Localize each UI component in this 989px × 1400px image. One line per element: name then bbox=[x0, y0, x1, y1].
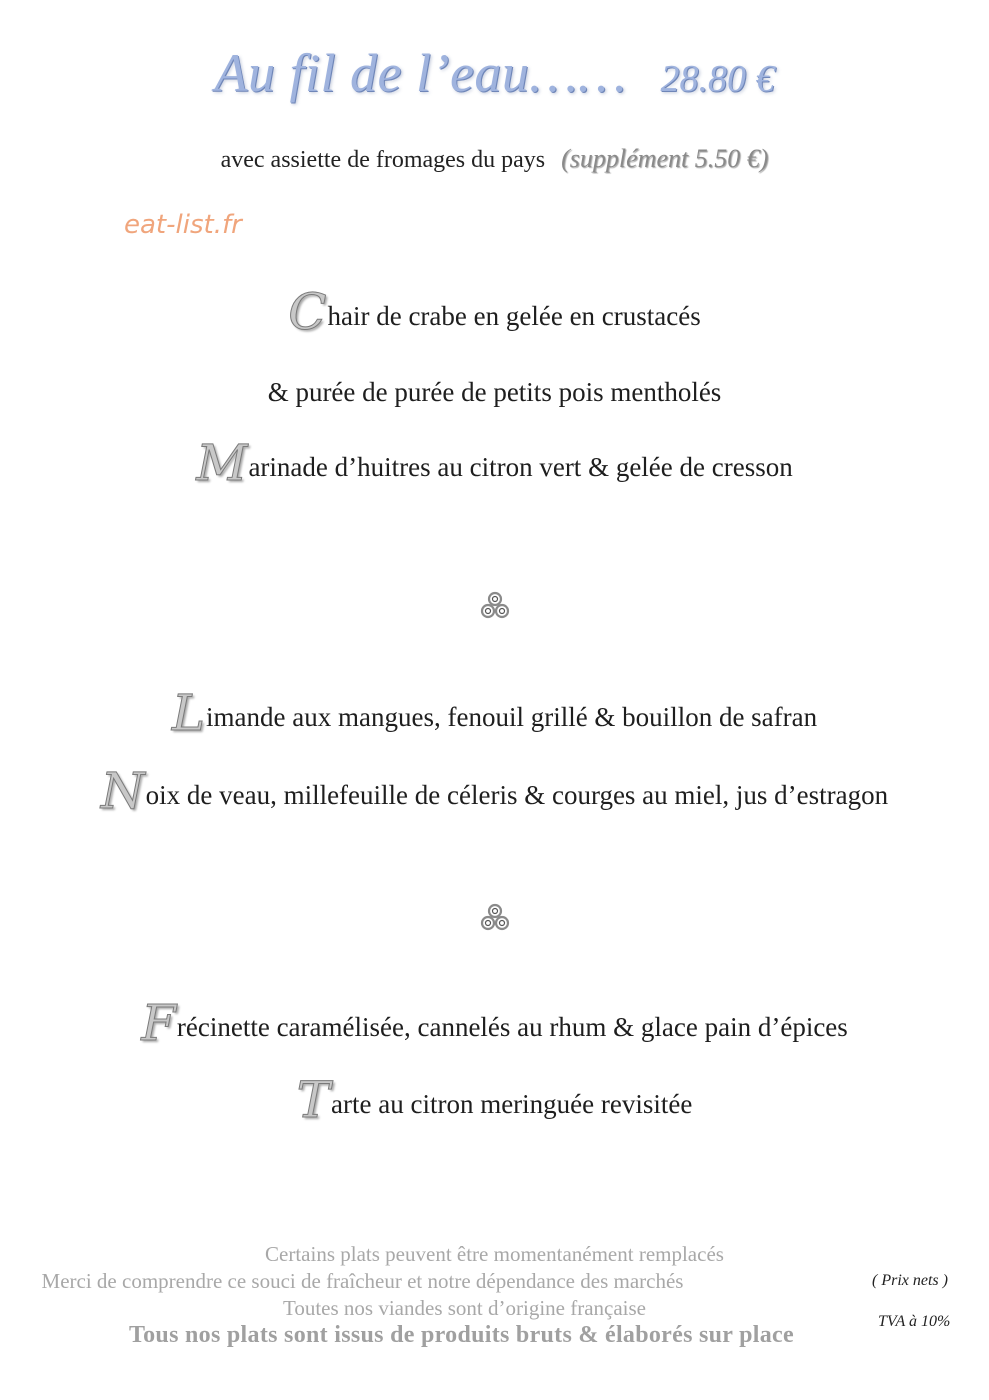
dish-dessert-2 bbox=[0, 1071, 989, 1129]
dish-text: & purée de purée de petits pois mentholés bbox=[267, 377, 722, 407]
dish-dessert-1 bbox=[0, 994, 989, 1052]
dish-starter-2 bbox=[0, 434, 989, 492]
dish-initial: F bbox=[141, 994, 176, 1052]
dish-text: récinette caramélisée, cannelés au rhum & glace pain d’épices bbox=[176, 1012, 848, 1042]
dish-main-2 bbox=[0, 762, 989, 820]
dish-initial: M bbox=[196, 434, 248, 492]
footer-line-1: Certains plats peuvent être momentanément remplacés bbox=[265, 1242, 724, 1266]
tva-note: TVA à 10% bbox=[878, 1313, 951, 1330]
footer-line-3: Toutes nos viandes sont d’origine française bbox=[282, 1296, 647, 1320]
supplement-note: (supplément 5.50 €) bbox=[561, 144, 769, 173]
menu-price: 28.80 € bbox=[660, 58, 775, 100]
dish-initial: L bbox=[171, 684, 206, 742]
watermark: eat-list.fr bbox=[124, 210, 242, 240]
dish-initial: C bbox=[288, 283, 327, 341]
triskelion-icon bbox=[477, 900, 513, 936]
dish-text: hair de crabe en gelée en crustacés bbox=[327, 301, 701, 331]
dish-starter-1-side bbox=[0, 377, 989, 408]
dish-initial: N bbox=[100, 762, 145, 820]
dish-starter-1 bbox=[0, 283, 989, 341]
divider-2 bbox=[0, 900, 989, 941]
footer-line-4: Tous nos plats sont issus de produits bruts & élaborés sur place bbox=[129, 1322, 794, 1348]
dish-main-1 bbox=[0, 684, 989, 742]
dish-text: arte au citron meringuée revisitée bbox=[331, 1089, 693, 1119]
dish-text: arinade d’huitres au citron vert & gelée de cresson bbox=[248, 452, 793, 482]
footer-line-2: Merci de comprendre ce souci de fraîcheur et notre dépendance des marchés bbox=[41, 1269, 684, 1293]
menu-title-row bbox=[0, 42, 989, 104]
triskelion-icon bbox=[477, 588, 513, 624]
dish-initial: T bbox=[296, 1071, 331, 1129]
menu-subtitle-row bbox=[0, 144, 989, 174]
prix-nets-note: ( Prix nets ) bbox=[872, 1272, 948, 1289]
dish-text: oix de veau, millefeuille de céleris & courges au miel, jus d’estragon bbox=[145, 780, 889, 810]
divider-1 bbox=[0, 588, 989, 629]
menu-subtitle: avec assiette de fromages du pays bbox=[220, 147, 546, 173]
menu-title: Au fil de l’eau…… bbox=[214, 43, 627, 103]
dish-text: imande aux mangues, fenouil grillé & bouillon de safran bbox=[206, 702, 818, 732]
